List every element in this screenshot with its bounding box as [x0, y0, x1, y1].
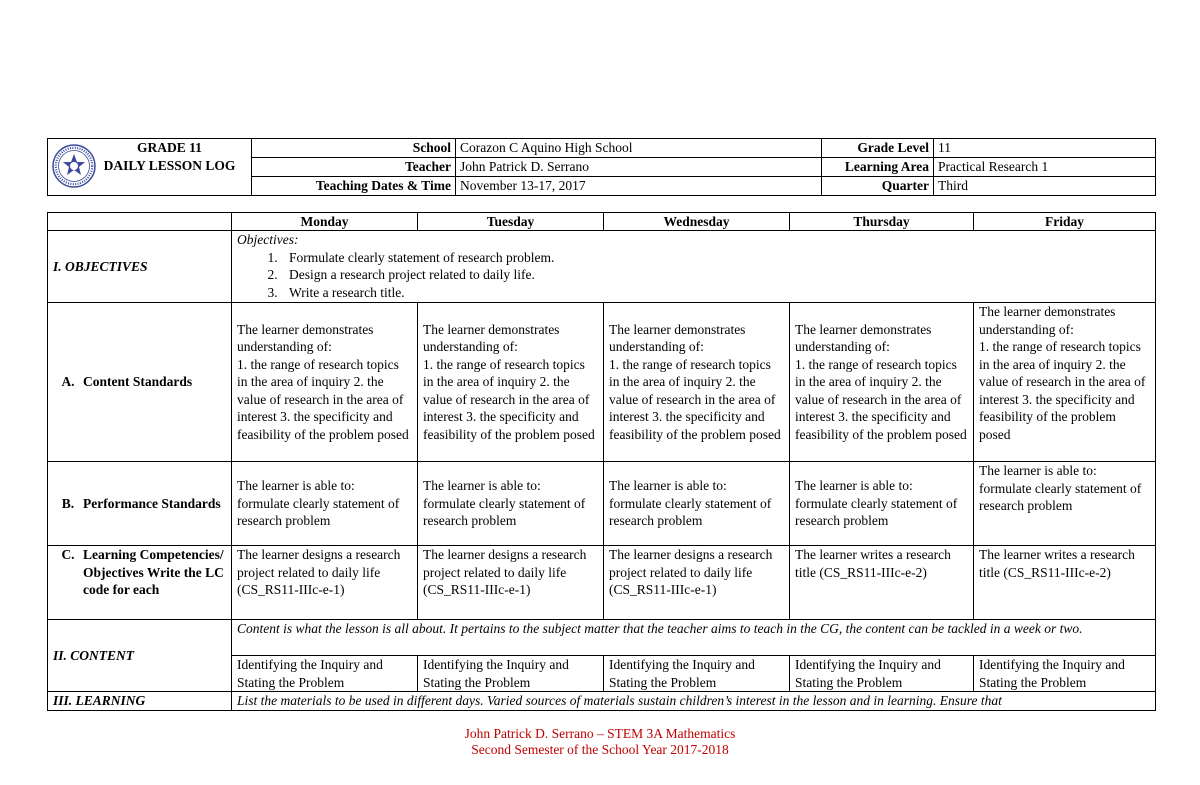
competencies-label-cell [48, 546, 232, 620]
header-title-cell [48, 139, 252, 196]
day-header-monday: Monday [232, 213, 418, 231]
objectives-label: I. OBJECTIVES [48, 231, 232, 303]
deped-seal-icon [52, 144, 96, 188]
day-header-tuesday: Tuesday [418, 213, 604, 231]
header-title-line2: DAILY LESSON LOG [103, 158, 236, 173]
competencies-letter: C. [61, 547, 75, 562]
content-wednesday: Identifying the Inquiry and Stating the Problem [604, 656, 790, 692]
day-header-friday: Friday [974, 213, 1156, 231]
corner-cell [48, 213, 232, 231]
content-standards-wednesday: The learner demonstrates understanding of: 1. the range of research topics in the area of inquiry 2. the value of research in the area of interest 3. the specificity and feasibility of the problem posed [604, 303, 790, 462]
teacher-label: Teacher [252, 158, 456, 177]
performance-standards-friday: The learner is able to: formulate clearly statement of research problem [974, 462, 1156, 546]
content-friday: Identifying the Inquiry and Stating the Problem [974, 656, 1156, 692]
header-title-line1: GRADE 11 [137, 140, 202, 155]
performance-standards-wednesday: The learner is able to: formulate clearly statement of research problem [604, 462, 790, 546]
footer-line2: Second Semester of the School Year 2017-2018 [471, 742, 729, 757]
content-description: Content is what the lesson is all about. It pertains to the subject matter that the teacher aims to teach in the CG, the content can be tackled in a week or two. [232, 620, 1156, 656]
lesson-log-table [47, 212, 1156, 711]
objectives-cell [232, 231, 1156, 303]
learning-description: List the materials to be used in different days. Varied sources of materials sustain children’s interest in the lesson and in learning. Ensure that [232, 692, 1156, 711]
quarter-value: Third [934, 177, 1156, 196]
content-standards-friday: The learner demonstrates understanding of: 1. the range of research topics in the area of inquiry 2. the value of research in the area of interest 3. the specificity and feasibility of the problem posed [974, 303, 1156, 462]
objectives-heading: Objectives: [237, 232, 299, 247]
teacher-value: John Patrick D. Serrano [456, 158, 822, 177]
school-label: School [252, 139, 456, 158]
content-tuesday: Identifying the Inquiry and Stating the Problem [418, 656, 604, 692]
performance-standards-label-cell [48, 462, 232, 546]
objectives-list [237, 249, 1150, 302]
school-value: Corazon C Aquino High School [456, 139, 822, 158]
page-footer [0, 726, 1200, 758]
competencies-friday: The learner writes a research title (CS_RS11-IIIc-e-2) [974, 546, 1156, 620]
content-standards-label: Content Standards [83, 374, 193, 390]
area-value: Practical Research 1 [934, 158, 1156, 177]
competencies-tuesday: The learner designs a research project related to daily life (CS_RS11-IIIc-e-1) [418, 546, 604, 620]
competencies-label: Learning Competencies/ Objectives Write the LC code for each [83, 547, 224, 597]
objective-item: 3. Write a research title. [281, 284, 1150, 302]
content-monday: Identifying the Inquiry and Stating the Problem [232, 656, 418, 692]
performance-standards-monday: The learner is able to: formulate clearly statement of research problem [232, 462, 418, 546]
objective-item: 1. Formulate clearly statement of research problem. [281, 249, 1150, 267]
area-label: Learning Area [822, 158, 934, 177]
quarter-label: Quarter [822, 177, 934, 196]
competencies-monday: The learner designs a research project related to daily life (CS_RS11-IIIc-e-1) [232, 546, 418, 620]
content-label: II. CONTENT [48, 620, 232, 692]
content-standards-letter: A. [61, 374, 75, 390]
performance-standards-letter: B. [61, 495, 75, 511]
grade-value: 11 [934, 139, 1156, 158]
dates-value: November 13-17, 2017 [456, 177, 822, 196]
competencies-wednesday: The learner designs a research project related to daily life (CS_RS11-IIIc-e-1) [604, 546, 790, 620]
performance-standards-label: Performance Standards [83, 495, 221, 511]
content-standards-thursday: The learner demonstrates understanding of: 1. the range of research topics in the area of inquiry 2. the value of research in the area of interest 3. the specificity and feasibility of the problem posed [790, 303, 974, 462]
content-standards-label-cell [48, 303, 232, 462]
content-standards-tuesday: The learner demonstrates understanding of: 1. the range of research topics in the area of inquiry 2. the value of research in the area of interest 3. the specificity and feasibility of the problem posed [418, 303, 604, 462]
competencies-thursday: The learner writes a research title (CS_RS11-IIIc-e-2) [790, 546, 974, 620]
content-standards-monday: The learner demonstrates understanding of: 1. the range of research topics in the area of inquiry 2. the value of research in the area of interest 3. the specificity and feasibility of the problem posed [232, 303, 418, 462]
day-header-thursday: Thursday [790, 213, 974, 231]
footer-line1: John Patrick D. Serrano – STEM 3A Mathematics [464, 726, 736, 741]
objective-item: 2. Design a research project related to daily life. [281, 266, 1150, 284]
header-table [47, 138, 1156, 196]
content-thursday: Identifying the Inquiry and Stating the Problem [790, 656, 974, 692]
learning-label: III. LEARNING [48, 692, 232, 711]
dates-label: Teaching Dates & Time [252, 177, 456, 196]
performance-standards-thursday: The learner is able to: formulate clearly statement of research problem [790, 462, 974, 546]
day-header-wednesday: Wednesday [604, 213, 790, 231]
performance-standards-tuesday: The learner is able to: formulate clearly statement of research problem [418, 462, 604, 546]
grade-label: Grade Level [822, 139, 934, 158]
